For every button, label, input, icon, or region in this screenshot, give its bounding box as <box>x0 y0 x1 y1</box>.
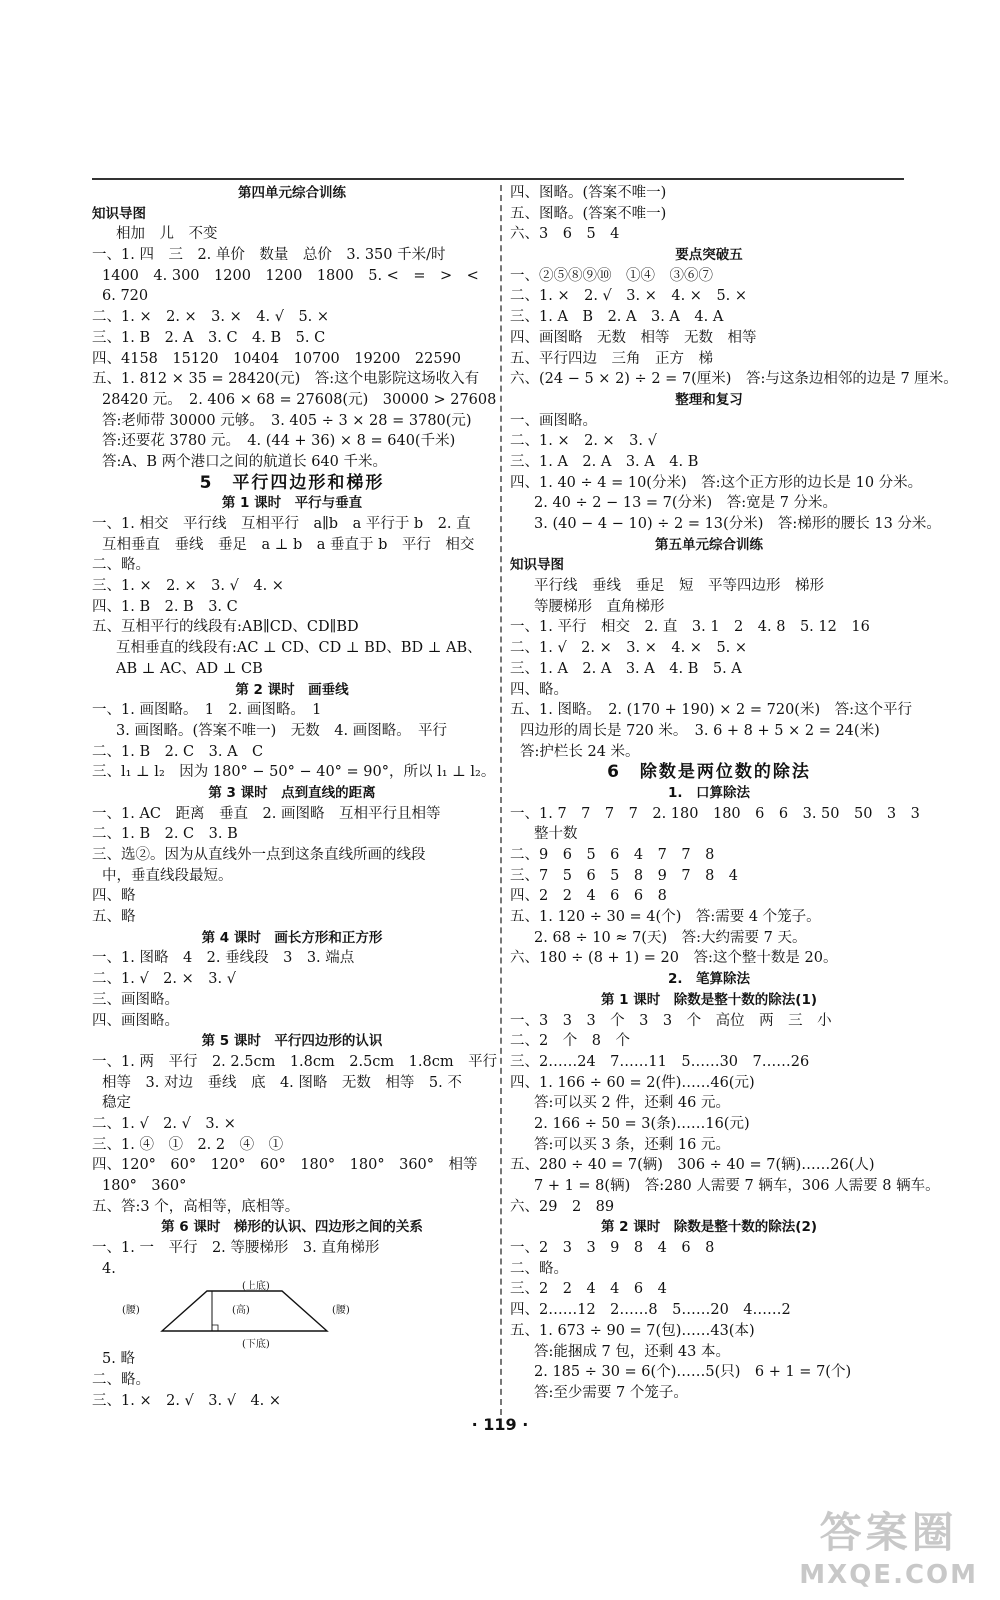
answer-line: 五、平行四边 三角 正方 梯 <box>510 350 713 367</box>
section-heading: 第 3 课时 点到直线的距离 <box>208 784 376 801</box>
answer-line: 二、1. √ 2. √ 3. × <box>92 1115 236 1132</box>
section-heading: 整理和复习 <box>675 391 743 408</box>
answer-line: 6. 720 <box>102 288 149 305</box>
answer-line: 二、9 6 5 6 4 7 7 8 <box>510 847 715 863</box>
answer-line: AB ⊥ AC、AD ⊥ CB <box>116 660 263 677</box>
answer-line: 一、2 3 3 9 8 4 6 8 <box>510 1240 715 1257</box>
answer-line: 四边形的周长是 720 米。 3. 6 + 8 + 5 × 2 = 24(米) <box>520 722 880 739</box>
answer-line: 三、1. ④ ① 2. 2 ④ ① <box>92 1136 284 1153</box>
answer-line: 一、1. 7 7 7 7 2. 180 180 6 6 3. 50 50 3 3 <box>510 805 920 822</box>
answer-line: 三、画图略。 <box>92 991 179 1008</box>
answer-line: 答:能捆成 7 包，还剩 43 本。 <box>534 1343 730 1360</box>
page-number: · 119 · <box>471 1415 529 1434</box>
answer-line: 三、1. A 2. A 3. A 4. B 5. A <box>510 660 742 677</box>
answer-line: 二、1. B 2. C 3. B <box>92 826 238 843</box>
answer-line: 二、1. √ 2. × 3. × 4. × 5. × <box>510 640 748 657</box>
trapezoid-label-bottom: (下底) <box>242 1339 270 1351</box>
answer-line: 180° 360° <box>102 1178 187 1194</box>
answer-line: 互相垂直的线段有:AC ⊥ CD、CD ⊥ BD、BD ⊥ AB、 <box>116 640 482 657</box>
section-heading: 第 6 课时 梯形的认识、四边形之间的关系 <box>161 1219 423 1236</box>
answer-line: 答:老师带 30000 元够。 3. 405 ÷ 3 × 28 = 3780(元) <box>102 412 472 429</box>
answer-line: 答:还要花 3780 元。 4. (44 + 36) × 8 = 640(千米) <box>102 433 456 450</box>
answer-line: 三、l₁ ⊥ l₂ 因为 180° − 50° − 40° = 90°，所以 l₁ ⊥ l₂。 <box>92 764 496 781</box>
answer-line: 六、180 ÷ (8 + 1) = 20 答:这个整十数是 20。 <box>510 950 838 967</box>
answer-line: 二、1. √ 2. × 3. √ <box>92 971 236 988</box>
answer-line: 五、图略。(答案不唯一) <box>510 205 667 222</box>
answer-line: 四、画图略 无数 相等 无数 相等 <box>510 329 757 346</box>
answer-line: 2. 68 ÷ 10 ≈ 7(天) 答:大约需要 7 天。 <box>534 929 807 946</box>
section-heading: 要点突破五 <box>675 247 743 264</box>
answer-line: 二、1. × 2. × 3. √ <box>510 433 657 450</box>
answer-line: 二、2 个 8 个 <box>510 1033 630 1050</box>
section-heading: 第 1 课时 平行与垂直 <box>221 495 363 512</box>
answer-line: 一、1. 相交 平行线 互相平行 a∥b a 平行于 b 2. 直 <box>92 516 471 532</box>
answer-line: 五、1. 120 ÷ 30 = 4(个) 答:需要 4 个笼子。 <box>510 909 821 926</box>
answer-line: 一、1. 画图略。 1 2. 画图略。 1 <box>92 702 322 719</box>
answer-line: 二、1. B 2. C 3. A C <box>92 743 264 760</box>
answer-line: 一、②⑤⑧⑨⑩ ①④ ③⑥⑦ <box>510 267 713 284</box>
answer-line: 相等 3. 对边 垂线 底 4. 图略 无数 相等 5. 不 <box>102 1074 462 1091</box>
section-heading: 1. 口算除法 <box>667 784 751 801</box>
answer-line: 五、互相平行的线段有:AB∥CD、CD∥BD <box>92 619 359 636</box>
top-rule <box>92 178 904 180</box>
right-angle-mark <box>212 1325 218 1331</box>
answer-line: 二、1. × 2. √ 3. × 4. × 5. × <box>510 288 748 305</box>
answer-line: 三、1. × 2. × 3. √ 4. × <box>92 578 284 595</box>
answer-line: 六、29 2 89 <box>510 1198 615 1215</box>
answer-line: 四、1. B 2. B 3. C <box>92 598 238 615</box>
trapezoid-label-top: (上底) <box>242 1281 270 1293</box>
section-heading: 第五单元综合训练 <box>655 536 763 553</box>
answer-line: 2. 40 ÷ 2 − 13 = 7(分米) 答:宽是 7 分米。 <box>534 495 838 512</box>
answer-line: 等腰梯形 直角梯形 <box>534 598 665 615</box>
answer-line: 答:至少需要 7 个笼子。 <box>534 1384 688 1401</box>
answer-line: 六、(24 − 5 × 2) ÷ 2 = 7(厘米) 答:与这条边相邻的边是 7 厘米。 <box>510 371 958 388</box>
answer-line: 五、1. 812 × 35 = 28420(元) 答:这个电影院这场收入有 <box>92 371 480 388</box>
answer-line: 5. 略 <box>102 1351 135 1368</box>
answer-line: 五、280 ÷ 40 = 7(辆) 306 ÷ 40 = 7(辆)……26(人) <box>510 1157 875 1174</box>
answer-line: 答:护栏长 24 米。 <box>520 743 640 760</box>
answer-line: 四、2……12 2……8 5……20 4……2 <box>510 1302 791 1319</box>
answer-line: 四、120° 60° 120° 60° 180° 180° 360° 相等 <box>92 1157 478 1174</box>
section-heading: 第 2 课时 画垂线 <box>235 681 349 698</box>
answer-line: 答:可以买 3 条，还剩 16 元。 <box>534 1136 730 1153</box>
answer-line: 相加 儿 不变 <box>116 226 218 243</box>
answer-line: 2. 166 ÷ 50 = 3(条)……16(元) <box>534 1115 750 1132</box>
section-heading: 2. 笔算除法 <box>667 971 751 988</box>
section-heading: 第 2 课时 除数是整十数的除法(2) <box>600 1219 818 1236</box>
answer-line: 一、1. 一 平行 2. 等腰梯形 3. 直角梯形 <box>92 1240 380 1257</box>
trapezoid-figure <box>92 1279 492 1349</box>
answer-line: 五、略 <box>92 909 136 926</box>
answer-line: 二、略。 <box>92 557 150 574</box>
answer-line: 二、略。 <box>510 1260 568 1277</box>
answer-line: 四、2 2 4 6 6 8 <box>510 888 667 905</box>
answer-line: 一、1. 两 平行 2. 2.5cm 1.8cm 2.5cm 1.8cm 平行 <box>92 1053 498 1070</box>
answer-line: 一、3 3 3 个 3 3 个 高位 两 三 小 <box>510 1012 832 1029</box>
answer-line: 1400 4. 300 1200 1200 1800 5. < = > < <box>102 267 479 284</box>
answer-line: 四、略。 <box>510 681 568 698</box>
section-heading: 第 5 课时 平行四边形的认识 <box>201 1033 383 1050</box>
answer-line: 三、1. × 2. √ 3. √ 4. × <box>92 1392 282 1409</box>
answer-line: 四、略 <box>92 888 136 905</box>
answer-line: 3. 画图略。(答案不唯一) 无数 4. 画图略。 平行 <box>116 722 447 739</box>
section-label: 知识导图 <box>510 557 564 574</box>
answer-line: 一、画图略。 <box>510 412 597 429</box>
section-heading: 5 平行四边形和梯形 <box>199 472 385 493</box>
answer-line: 六、3 6 5 4 <box>510 226 620 243</box>
answer-line: 三、1. A 2. A 3. A 4. B <box>510 453 699 470</box>
section-label: 知识导图 <box>92 205 146 222</box>
answer-line: 三、1. A B 2. A 3. A 4. A <box>510 309 724 326</box>
section-heading: 第四单元综合训练 <box>238 185 346 201</box>
answer-line: 一、1. 四 三 2. 单价 数量 总价 3. 350 千米/时 <box>92 247 446 264</box>
answer-line: 4. <box>102 1260 116 1277</box>
watermark-logo-text: 答案圈 <box>819 1508 958 1557</box>
answer-line: 二、略。 <box>92 1372 150 1389</box>
watermark-url: MXQE.COM <box>799 1560 978 1590</box>
answer-line: 三、选②。因为从直线外一点到这条直线所画的线段 <box>92 847 426 863</box>
answer-line: 三、2……24 7……11 5……30 7……26 <box>510 1053 810 1070</box>
answer-line: 互相垂直 垂线 垂足 a ⊥ b a 垂直于 b 平行 相交 <box>102 536 475 553</box>
answer-line: 7 + 1 = 8(辆) 答:280 人需要 7 辆车，306 人需要 8 辆车。 <box>534 1178 940 1194</box>
answer-line: 一、1. 图略 4 2. 垂线段 3 3. 端点 <box>92 950 355 967</box>
answer-line: 3. (40 − 4 − 10) ÷ 2 = 13(分米) 答:梯形的腰长 13 分米。 <box>534 516 941 532</box>
left-column <box>92 183 498 1412</box>
answer-line: 一、1. AC 距离 垂直 2. 画图略 互相平行且相等 <box>92 805 441 822</box>
answer-line: 四、4158 15120 10404 10700 19200 22590 <box>92 350 462 367</box>
trapezoid-label-height: (高) <box>232 1305 250 1317</box>
answer-line: 一、1. 平行 相交 2. 直 3. 1 2 4. 8 5. 12 16 <box>510 619 870 636</box>
answer-line: 三、1. B 2. A 3. C 4. B 5. C <box>92 329 326 346</box>
answer-line: 五、1. 图略。 2. (170 + 190) × 2 = 720(米) 答:这个平行 <box>510 702 913 719</box>
answer-line: 稳定 <box>102 1095 131 1112</box>
answer-line: 28420 元。 2. 406 × 68 = 27608(元) 30000 > 27608 <box>102 391 497 408</box>
section-heading: 第 1 课时 除数是整十数的除法(1) <box>600 991 818 1008</box>
answer-line: 答:可以买 2 件，还剩 46 元。 <box>534 1095 730 1112</box>
answer-line: 四、1. 166 ÷ 60 = 2(件)……46(元) <box>510 1074 755 1091</box>
answer-line: 中，垂直线段最短。 <box>102 867 233 884</box>
right-column <box>510 183 958 1404</box>
section-heading: 6 除数是两位数的除法 <box>607 762 811 783</box>
answer-line: 五、答:3 个，高相等，底相等。 <box>92 1198 300 1215</box>
answer-line: 2. 185 ÷ 30 = 6(个)……5(只) 6 + 1 = 7(个) <box>534 1364 852 1381</box>
column-divider <box>500 185 502 1415</box>
section-heading: 第 4 课时 画长方形和正方形 <box>201 929 383 946</box>
answer-line: 整十数 <box>534 826 578 843</box>
watermark <box>799 1500 978 1590</box>
trapezoid-label-left: (腰) <box>122 1305 140 1317</box>
answer-line: 三、7 5 6 5 8 9 7 8 4 <box>510 867 739 884</box>
answer-line: 答:A、B 两个港口之间的航道长 640 千米。 <box>102 453 388 470</box>
answer-line: 四、画图略。 <box>92 1012 179 1029</box>
answer-line: 三、2 2 4 4 6 4 <box>510 1281 667 1298</box>
answer-line: 五、1. 673 ÷ 90 = 7(包)……43(本) <box>510 1322 755 1339</box>
answer-line: 四、1. 40 ÷ 4 = 10(分米) 答:这个正方形的边长是 10 分米。 <box>510 474 923 491</box>
answer-line: 二、1. × 2. × 3. × 4. √ 5. × <box>92 309 330 326</box>
answer-line: 平行线 垂线 垂足 短 平等四边形 梯形 <box>534 578 824 595</box>
trapezoid-label-right: (腰) <box>332 1305 350 1317</box>
answer-line: 四、图略。(答案不唯一) <box>510 185 667 201</box>
